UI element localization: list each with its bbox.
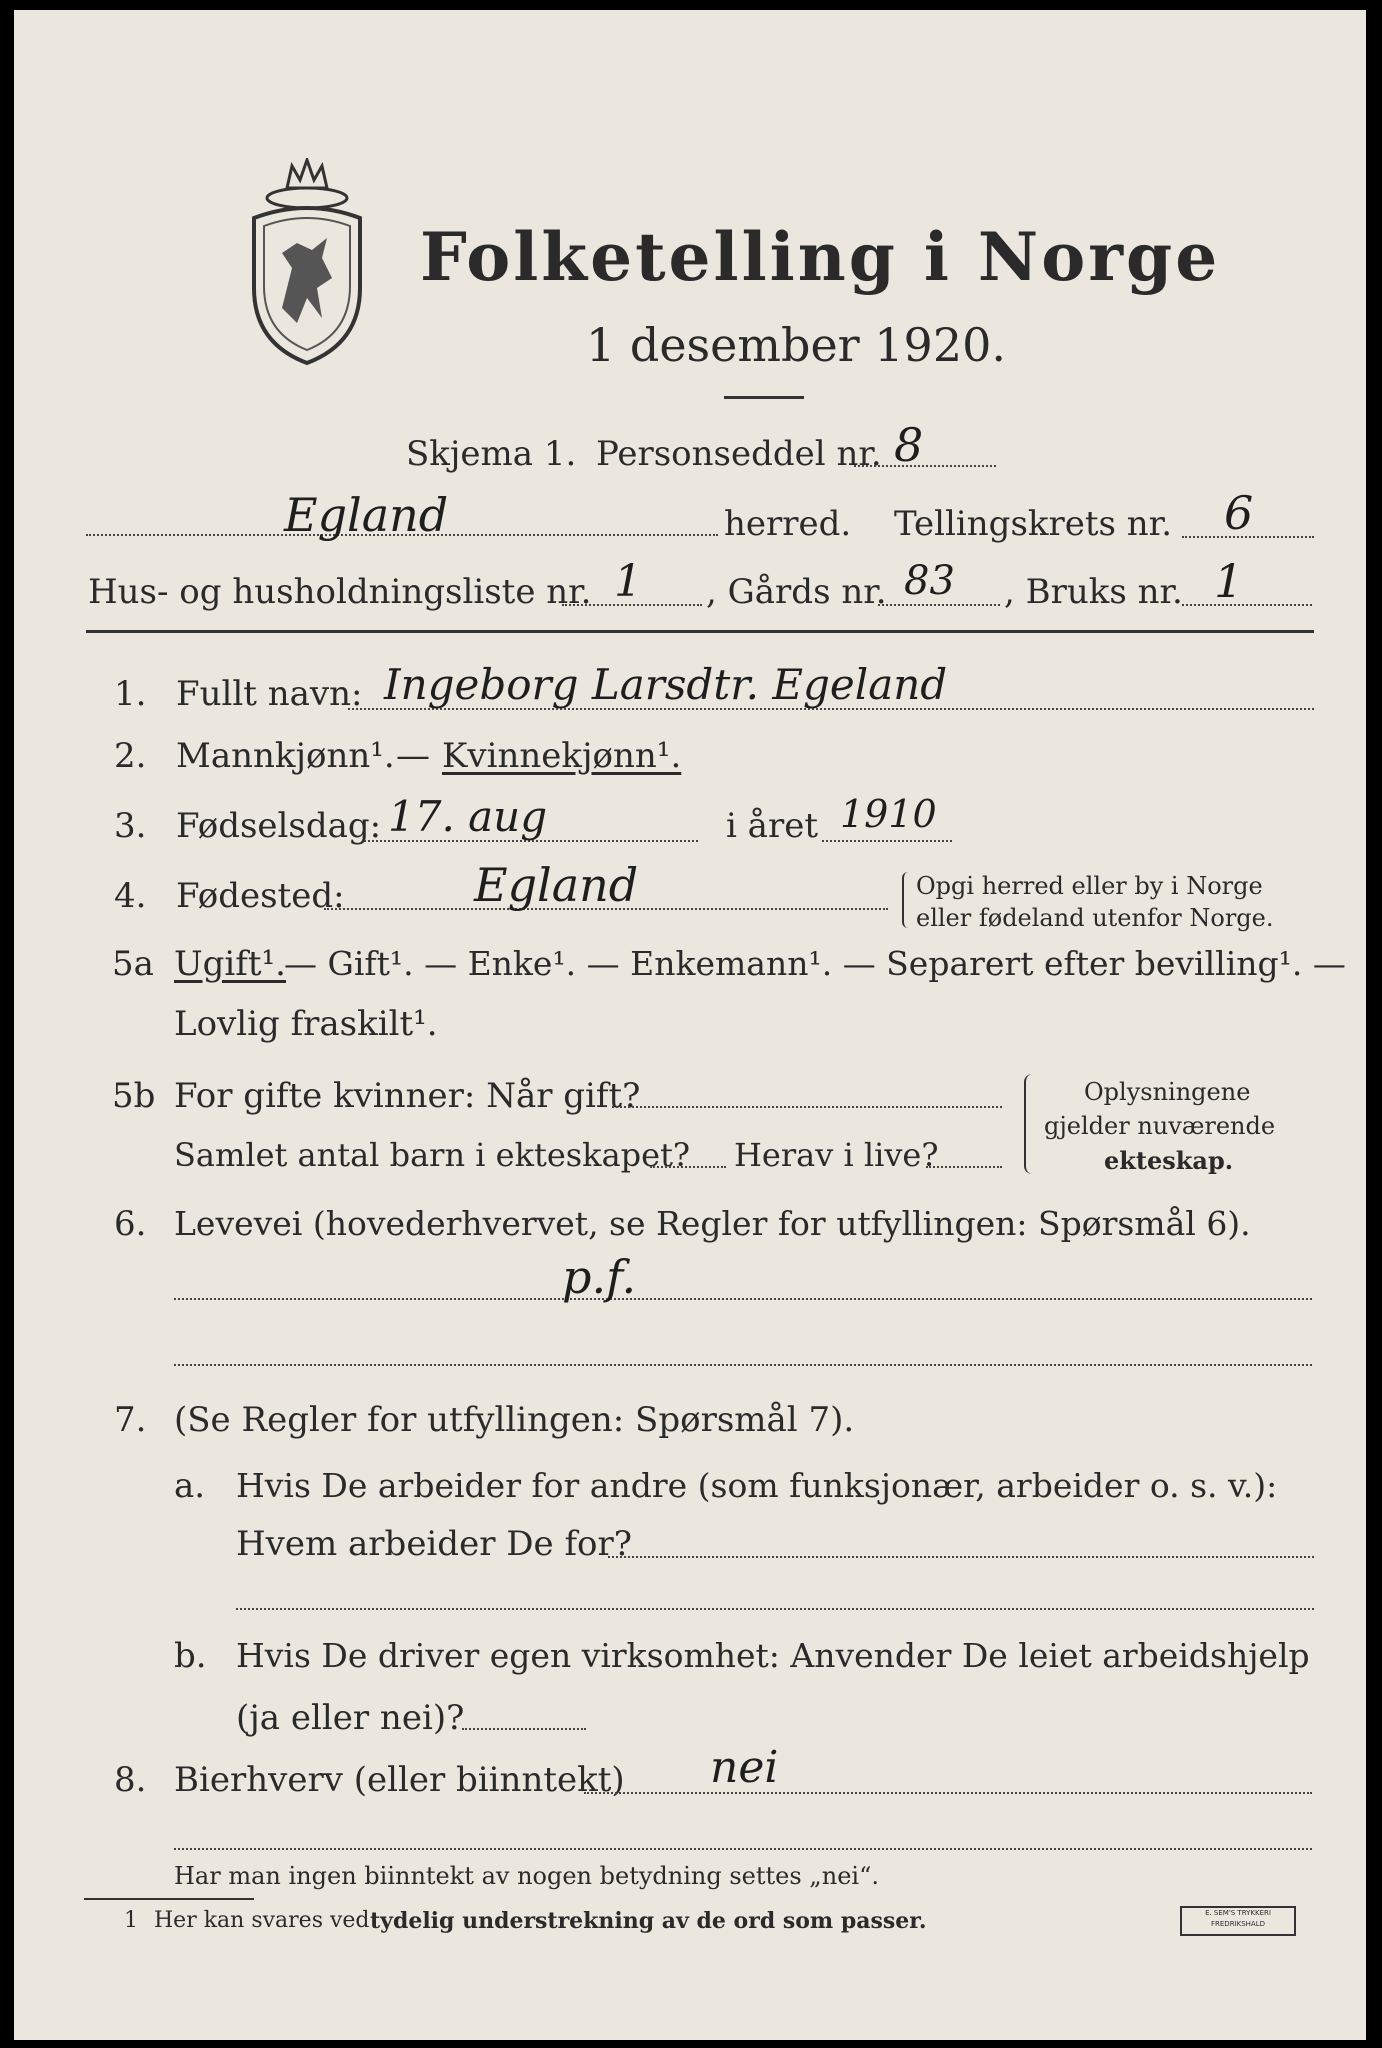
footnote-text-b: tydelig understrekning av de ord som passer. bbox=[370, 1908, 927, 1934]
q5b-line2b-dots bbox=[926, 1166, 1002, 1168]
printer-line2: FREDRIKSHALD bbox=[1210, 1920, 1265, 1928]
footnote-mark: 1 bbox=[124, 1908, 138, 1933]
q4-number: 4. bbox=[114, 876, 147, 916]
q4-note-line2: eller fødeland utenfor Norge. bbox=[916, 904, 1274, 932]
q5a-ugift: Ugift¹. bbox=[174, 944, 286, 984]
q5a-number: 5a bbox=[112, 944, 154, 984]
personseddel-value[interactable]: 8 bbox=[894, 418, 924, 472]
q7-label: (Se Regler for utfyllingen: Spørsmål 7). bbox=[174, 1400, 855, 1440]
q8-line bbox=[584, 1792, 1312, 1794]
q5b-line2a-dots bbox=[650, 1166, 726, 1168]
q3-value[interactable]: 17. aug bbox=[388, 792, 548, 841]
q5a-line2: Lovlig fraskilt¹. bbox=[174, 1004, 438, 1044]
q8-extra-line bbox=[174, 1848, 1312, 1850]
q5b-line1: For gifte kvinner: Når gift? bbox=[174, 1076, 641, 1116]
q5b-note2: gjelder nuværende bbox=[1044, 1112, 1276, 1140]
q3-year-label: i året bbox=[726, 806, 818, 846]
coat-of-arms-icon bbox=[242, 158, 372, 368]
q6-label: Levevei (hovederhvervet, se Regler for utfyllingen: Spørsmål 6). bbox=[174, 1204, 1251, 1243]
tellingskrets-value[interactable]: 6 bbox=[1224, 486, 1254, 540]
q7a-extra-line bbox=[236, 1608, 1314, 1610]
tellingskrets-label: Tellingskrets nr. bbox=[894, 504, 1173, 544]
q5b-line1-dots bbox=[612, 1106, 1002, 1108]
section-divider bbox=[86, 630, 1314, 633]
bruks-label: , Bruks nr. bbox=[1004, 572, 1183, 612]
q2-male: Mannkjønn¹. bbox=[176, 736, 395, 776]
herred-label: herred. bbox=[724, 504, 852, 544]
hus-value[interactable]: 1 bbox=[614, 556, 642, 607]
q7b-number: b. bbox=[174, 1636, 207, 1676]
form-title: Folketelling i Norge bbox=[420, 218, 1221, 296]
q7a-line2: Hvem arbeider De for? bbox=[236, 1524, 632, 1564]
q8-note: Har man ingen biinntekt av nogen betydning settes „nei“. bbox=[174, 1862, 879, 1890]
q8-value[interactable]: nei bbox=[710, 1742, 779, 1793]
q5b-line2b: Herav i live? bbox=[734, 1136, 939, 1174]
q1-value[interactable]: Ingeborg Larsdtr. Egeland bbox=[384, 660, 948, 709]
q7b-line1: Hvis De driver egen virksomhet: Anvender De leiet arbeidshjelp bbox=[236, 1636, 1310, 1675]
q4-note-line1: Opgi herred eller by i Norge bbox=[916, 872, 1263, 900]
q2-female: Kvinnekjønn¹. bbox=[442, 736, 682, 776]
q4-note-brace bbox=[902, 872, 912, 928]
printer-stamp bbox=[1180, 1906, 1296, 1936]
q7a-line2-dots bbox=[608, 1556, 1314, 1558]
q3-year-value[interactable]: 1910 bbox=[840, 792, 937, 836]
footnote-divider bbox=[84, 1898, 254, 1900]
q3-number: 3. bbox=[114, 806, 147, 846]
q2-number: 2. bbox=[114, 736, 147, 776]
q5a-options: — Gift¹. — Enke¹. — Enkemann¹. — Separert efter bevilling¹. — bbox=[284, 944, 1346, 983]
q7a-number: a. bbox=[174, 1466, 206, 1506]
gards-label: , Gårds nr. bbox=[706, 572, 887, 612]
title-divider bbox=[724, 396, 804, 399]
printer-line1: E. SEM'S TRYKKERI bbox=[1205, 1909, 1271, 1917]
hus-label: Hus- og husholdningsliste nr. bbox=[88, 572, 592, 612]
q6-line2 bbox=[174, 1364, 1312, 1366]
gards-value[interactable]: 83 bbox=[904, 558, 955, 604]
q8-label: Bierhverv (eller biinntekt) bbox=[174, 1760, 625, 1800]
gards-line bbox=[878, 604, 1000, 606]
census-form bbox=[14, 10, 1366, 2040]
q5b-line2a: Samlet antal barn i ekteskapet? bbox=[174, 1136, 691, 1174]
q7-number: 7. bbox=[114, 1400, 147, 1440]
herred-value[interactable]: Egland bbox=[284, 488, 449, 542]
q7a-line1: Hvis De arbeider for andre (som funksjonær, arbeider o. s. v.): bbox=[236, 1466, 1278, 1505]
census-date: 1 desember 1920. bbox=[586, 318, 1006, 372]
q3-year-line bbox=[822, 840, 952, 842]
q6-value[interactable]: p.f. bbox=[562, 1250, 637, 1304]
q7b-line2-dots bbox=[462, 1728, 586, 1730]
q3-label: Fødselsdag: bbox=[176, 806, 382, 846]
q6-number: 6. bbox=[114, 1204, 147, 1244]
q4-value[interactable]: Egland bbox=[474, 858, 639, 912]
q5b-note3: ekteskap. bbox=[1104, 1146, 1234, 1175]
q6-line1 bbox=[174, 1298, 1312, 1300]
q7b-line2: (ja eller nei)? bbox=[236, 1698, 465, 1738]
q4-label: Fødested: bbox=[176, 876, 345, 916]
q8-number: 8. bbox=[114, 1760, 147, 1800]
q5b-number: 5b bbox=[112, 1076, 156, 1116]
q1-number: 1. bbox=[114, 674, 147, 714]
bruks-line bbox=[1182, 604, 1312, 606]
schema-label: Skjema 1. bbox=[406, 434, 577, 474]
q2-dash: — bbox=[396, 736, 430, 776]
q1-label: Fullt navn: bbox=[176, 674, 363, 714]
footnote-text-a: Her kan svares ved bbox=[154, 1908, 370, 1933]
personseddel-label: Personseddel nr. bbox=[596, 434, 882, 474]
bruks-value[interactable]: 1 bbox=[1214, 554, 1244, 608]
personseddel-line bbox=[854, 465, 996, 467]
q5b-note1: Oplysningene bbox=[1084, 1078, 1251, 1106]
q5b-note-brace bbox=[1024, 1074, 1036, 1174]
